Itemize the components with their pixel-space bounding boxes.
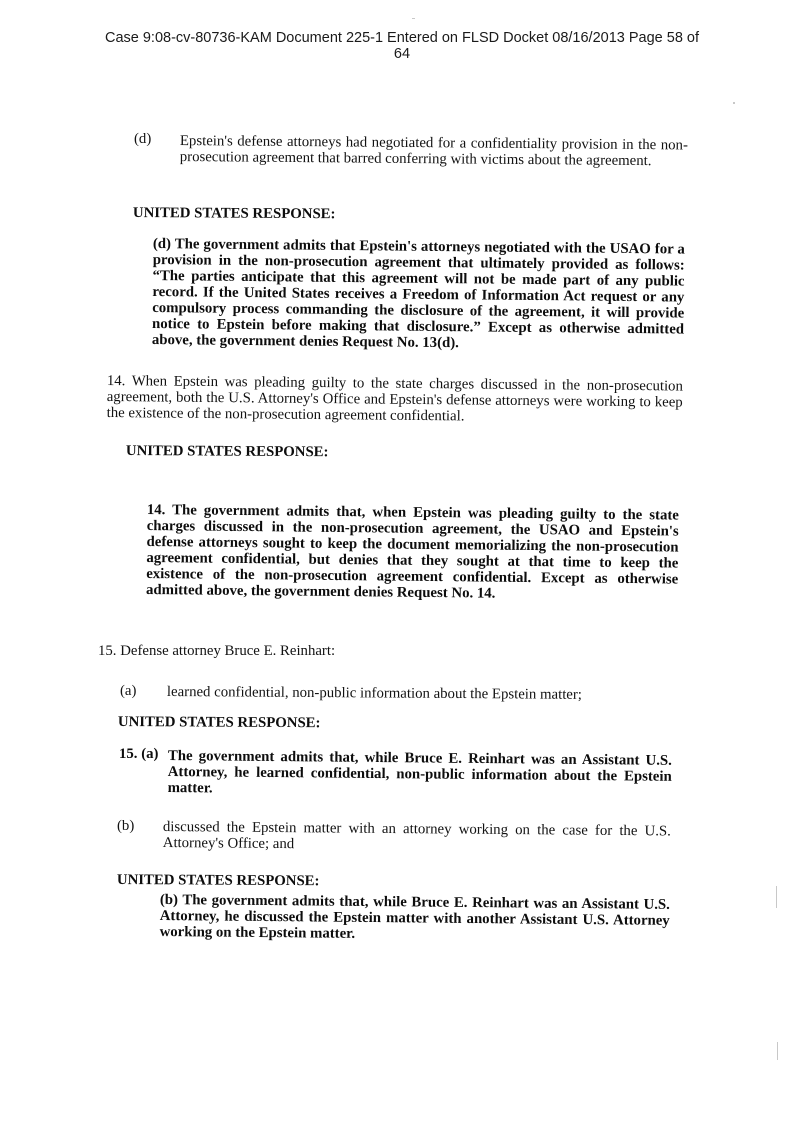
response-13d-heading: UNITED STATES RESPONSE: bbox=[132, 205, 336, 223]
response-14-heading: UNITED STATES RESPONSE: bbox=[125, 443, 329, 461]
scan-artifact bbox=[777, 1042, 778, 1060]
filing-stamp-line-2: 64 bbox=[393, 46, 411, 62]
item-13d-text: Epstein's defense attorneys had negotiated for a confidentiality provision in the non-prosecution agreement that barred conferring with victims about the agreement. bbox=[179, 133, 688, 170]
item-15b-text: discussed the Epstein matter with an attorney working on the case for the U.S. Attorney's Office; and bbox=[162, 819, 671, 853]
response-15b-heading: UNITED STATES RESPONSE: bbox=[116, 872, 320, 890]
response-15a-heading: UNITED STATES RESPONSE: bbox=[117, 714, 321, 732]
scan-artifact bbox=[776, 886, 777, 908]
filing-stamp-line-1: Case 9:08-cv-80736-KAM Document 225-1 Entered on FLSD Docket 08/16/2013 Page 58 of bbox=[104, 30, 700, 46]
item-14-text: 14. When Epstein was pleading guilty to the state charges discussed in the non-prosecution agreement, both the U.S. Attorney's Office and Epstein's defense attorneys were working to keep the existence of the non-prosecution agreement confidential. bbox=[106, 373, 683, 425]
response-13d-text: (d) The government admits that Epstein's attorneys negotiated with the USAO for a provision in the non-prosecution agreement that ultimately provided as follows: “The parties anticipate that this agreement will not be made part of any public record. If the United States receives a Freedom of Information Act request or any compulsory process commanding the disclosure of the agreement, it will provide notice to Epstein before making that disclosure.” Except as otherwise admitted above, the government denies Request No. 13(d). bbox=[151, 236, 685, 352]
scan-artifact bbox=[733, 102, 735, 104]
item-15-intro: 15. Defense attorney Bruce E. Reinhart: bbox=[98, 643, 336, 659]
response-15b-text: (b) The government admits that, while Bruce E. Reinhart was an Assistant U.S. Attorney, he discussed the Epstein matter with another Assistant U.S. Attorney working on the Epstein matter. bbox=[159, 892, 670, 942]
scan-artifact bbox=[412, 18, 415, 19]
item-13d-marker: (d) bbox=[134, 131, 152, 147]
item-15a-marker: (a) bbox=[120, 683, 137, 699]
response-14-text: 14. The government admits that, when Epstein was pleading guilty to the state charges discussed in the non-prosecution agreement, the USAO and Epstein's defense attorneys sought to keep the document memorializing the non-prosecution agreement confidential, but denies that they sought at that time to keep the existence of the non-prosecution agreement confidential. Except as otherwise admitted above, the government denies Request No. 14. bbox=[145, 502, 679, 602]
item-15a-text: learned confidential, non-public information about the Epstein matter; bbox=[166, 684, 583, 703]
response-15a-marker: 15. (a) bbox=[119, 746, 159, 762]
item-15b-marker: (b) bbox=[117, 818, 135, 834]
response-15a-text: The government admits that, while Bruce E. Reinhart was an Assistant U.S. Attorney, he learned confidential, non-public information about the Epstein matter. bbox=[167, 748, 672, 797]
filing-stamp bbox=[62, 30, 742, 62]
